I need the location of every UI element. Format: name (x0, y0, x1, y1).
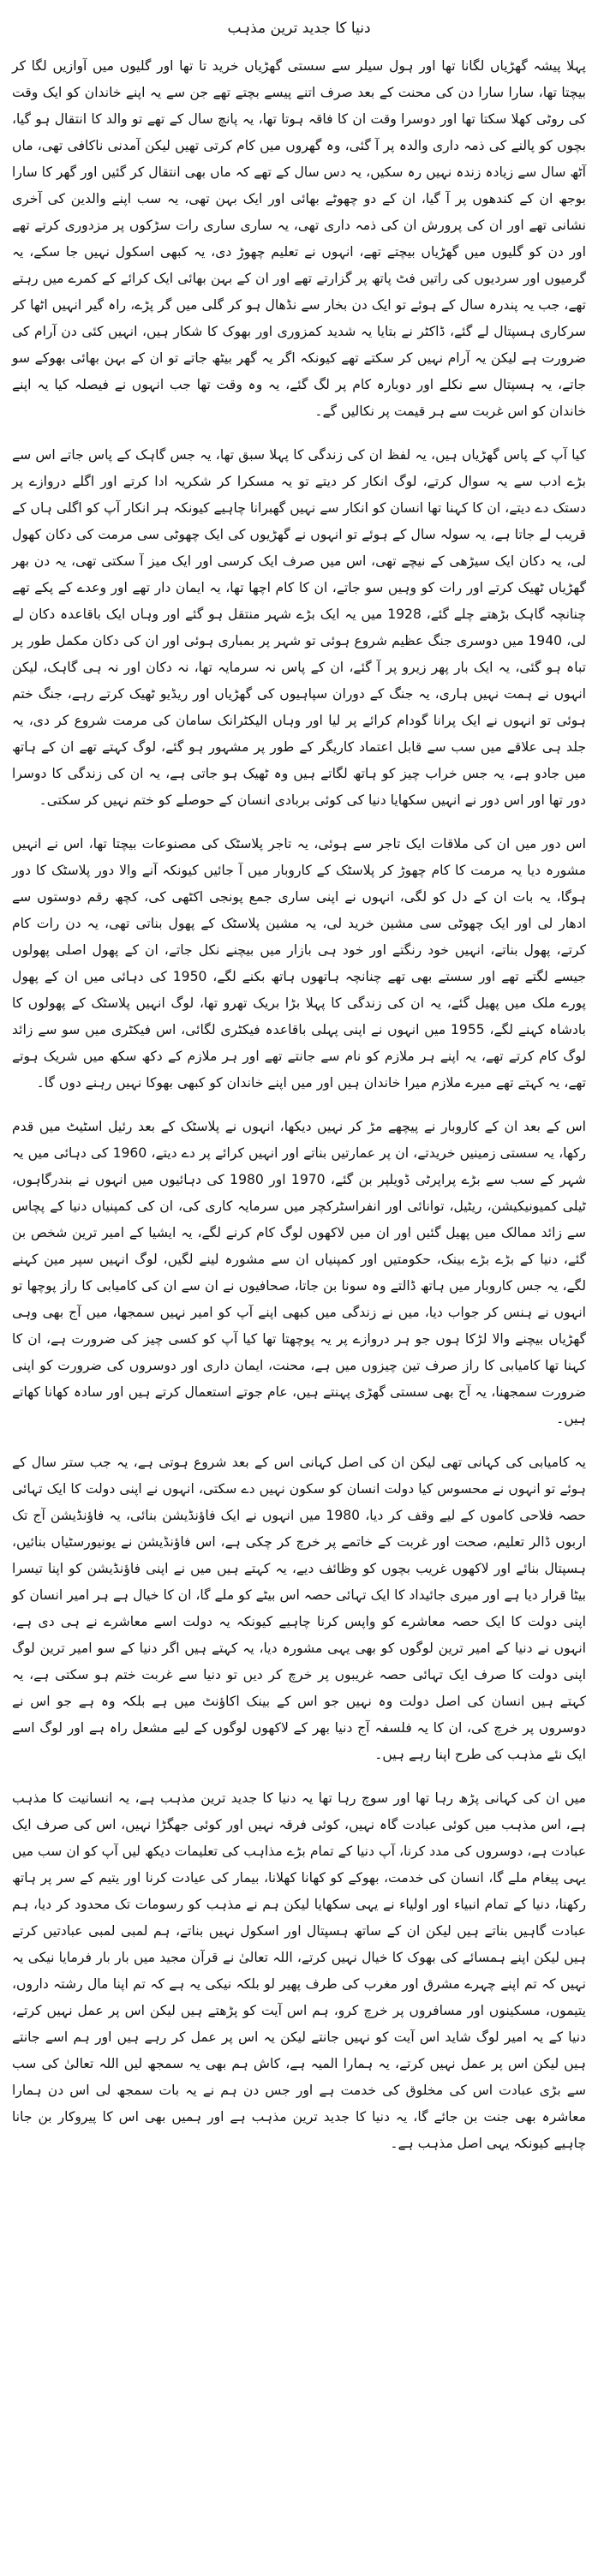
article-paragraph-6: میں ان کی کہانی پڑھ رہا تھا اور سوچ رہا تھا یہ دنیا کا جدید ترین مذہب ہے، یہ انسانیت کا مذہب ہے، اس مذہب میں کوئی عبادت گاہ نہیں، کوئی فرقہ نہیں اور کوئی جھگڑا نہیں، اس کی صرف ایک عبادت ہے، دوسروں کی مدد کرنا، آپ دنیا کے تمام بڑے مذاہب کی تعلیمات دیکھ لیں آپ کو ان سب میں یہی پیغام ملے گا، انسان کی خدمت، بھوکے کو کھانا کھلانا، بیمار کی عیادت کرنا اور یتیم کے سر پر ہاتھ رکھنا، دنیا کے تمام انبیاء اور اولیاء نے یہی سکھایا لیکن ہم نے مذہب کو رسومات تک محدود کر دیا، ہم عبادت گاہیں بناتے ہیں لیکن ان کے ساتھ ہسپتال اور اسکول نہیں بناتے، ہم لمبی لمبی عبادتیں کرتے ہیں لیکن اپنے ہمسائے کی بھوک کا خیال نہیں کرتے، اللہ تعالیٰ نے قرآن مجید میں بار بار فرمایا نیکی یہ نہیں کہ تم اپنے چہرے مشرق اور مغرب کی طرف پھیر لو بلکہ نیکی یہ ہے کہ تم اپنا مال رشتہ داروں، یتیموں، مسکینوں اور مسافروں پر خرچ کرو، ہم اس آیت کو پڑھتے ہیں لیکن اس پر عمل نہیں کرتے، دنیا کے یہ امیر لوگ شاید اس آیت کو نہیں جانتے لیکن یہ اس پر عمل کر رہے ہیں اور ہم اسے جانتے ہیں لیکن اس پر عمل نہیں کرتے، یہ ہمارا المیہ ہے، کاش ہم بھی یہ سمجھ لیں اللہ تعالیٰ کی سب سے بڑی عبادت اس کی مخلوق کی خدمت ہے اور جس دن ہم نے یہ بات سمجھ لی اس دن ہمارا معاشرہ بھی جنت بن جائے گا، یہ دنیا کا جدید ترین مذہب ہے اور ہمیں بھی اس کا پیروکار بن جانا چاہیے کیونکہ یہی اصل مذہب ہے۔ (12, 1790, 586, 2151)
article-paragraph-1: پہلا پیشہ گھڑیاں لگانا تھا اور ہول سیلر سے سستی گھڑیاں خرید تا تھا اور گلیوں میں آوازیں لگا کر بیچتا تھا، سارا سارا دن کی محنت کے بعد صرف اتنے پیسے بچتے تھے جن سے یہ اپنے خاندان کو ایک وقت کی روٹی کھلا سکتا تھا اور دوسرا وقت ان کا فاقہ ہوتا تھا، یہ پانچ سال کے تھے تو والد کا انتقال ہو گیا، بچوں کو پالنے کی ذمہ داری والدہ پر آ گئی، وہ گھروں میں کام کرتی تھیں لیکن آمدنی ناکافی تھی، ماں آٹھ سال سے زیادہ زندہ نہیں رہ سکیں، یہ دس سال کے تھے کہ ماں بھی انتقال کر گئیں اور گھر کا سارا بوجھ ان کے کندھوں پر آ گیا، ان کے دو چھوٹے بھائی اور ایک بہن تھی، یہ سب اپنے والدین کی آخری نشانی تھے اور ان کی پرورش ان کی ذمہ داری تھی، یہ ساری ساری رات سڑکوں پر مزدوری کرتے تھے اور دن کو گلیوں میں گھڑیاں بیچتے تھے، انہوں نے تعلیم چھوڑ دی، یہ کبھی اسکول نہیں جا سکے، یہ گرمیوں اور سردیوں کی راتیں فٹ پاتھ پر گزارتے تھے اور ان کے بہن بھائی ایک کرائے کے کمرے میں رہتے تھے، جب یہ پندرہ سال کے ہوئے تو ایک دن بخار سے نڈھال ہو کر گلی میں گر پڑے، راہ گیر انہیں اٹھا کر سرکاری ہسپتال لے گئے، ڈاکٹر نے بتایا یہ شدید کمزوری اور بھوک کا شکار ہیں، انہیں کئی دن آرام کی ضرورت ہے لیکن یہ آرام نہیں کر سکتے تھے کیونکہ اگر یہ گھر بیٹھ جاتے تو ان کے بہن بھائی بھوکے سو جاتے، یہ ہسپتال سے نکلے اور دوبارہ کام پر لگ گئے، یہ وہ وقت تھا جب انہوں نے فیصلہ کیا یہ اپنے خاندان کو اس غربت سے ہر قیمت پر نکالیں گے۔ (12, 58, 586, 419)
article-paragraph-5: یہ کامیابی کی کہانی تھی لیکن ان کی اصل کہانی اس کے بعد شروع ہوتی ہے، یہ جب ستر سال کے ہوئے تو انہوں نے محسوس کیا دولت انسان کو سکون نہیں دے سکتی، انہوں نے اپنی دولت کا ایک تہائی حصہ فلاحی کاموں کے لیے وقف کر دیا، 1980 میں انہوں نے ایک فاؤنڈیشن بنائی، یہ فاؤنڈیشن آج تک اربوں ڈالر تعلیم، صحت اور غربت کے خاتمے پر خرچ کر چکی ہے، اس فاؤنڈیشن نے یونیورسٹیاں بنائیں، ہسپتال بنائے اور لاکھوں غریب بچوں کو وظائف دیے، یہ کہتے ہیں میں نے اپنی فاؤنڈیشن کو اپنا تیسرا بیٹا قرار دیا ہے اور میری جائیداد کا ایک تہائی حصہ اس بیٹے کو ملے گا، ان کا خیال ہے ہر امیر انسان کو اپنی دولت کا ایک حصہ معاشرے کو واپس کرنا چاہیے کیونکہ یہ دولت اسے معاشرے نے ہی دی ہے، انہوں نے دنیا کے امیر ترین لوگوں کو بھی یہی مشورہ دیا، یہ کہتے ہیں اگر دنیا کے سو امیر ترین لوگ اپنی دولت کا صرف ایک تہائی حصہ غریبوں پر خرچ کر دیں تو دنیا سے غربت ختم ہو سکتی ہے، یہ کہتے ہیں انسان کی اصل دولت وہ نہیں جو اس کے بینک اکاؤنٹ میں ہے بلکہ وہ ہے جو اس نے دوسروں پر خرچ کی، ان کا یہ فلسفہ آج دنیا بھر کے لاکھوں لوگوں کے لیے مشعل راہ ہے اور لوگ اسے ایک نئے مذہب کی طرح اپنا رہے ہیں۔ (12, 1455, 586, 1762)
article-paragraph-2: کیا آپ کے پاس گھڑیاں ہیں، یہ لفظ ان کی زندگی کا پہلا سبق تھا، یہ جس گاہک کے پاس جاتے اس سے بڑے ادب سے یہ سوال کرتے، لوگ انکار کر دیتے تو یہ مسکرا کر شکریہ ادا کرتے اور اگلے دروازے پر دستک دے دیتے، ان کا کہنا تھا انسان کو انکار سے نہیں گھبرانا چاہیے کیونکہ ہر انکار آپ کو اگلی ہاں کے قریب لے جاتا ہے، یہ سولہ سال کے ہوئے تو انہوں نے گھڑیوں کی ایک چھوٹی سی مرمت کی دکان کھول لی، یہ دکان ایک سیڑھی کے نیچے تھی، اس میں صرف ایک کرسی اور ایک میز آ سکتی تھی، یہ دن بھر گھڑیاں ٹھیک کرتے اور رات کو وہیں سو جاتے، ان کا کام اچھا تھا، یہ ایمان دار تھے اور وعدے کے پکے تھے چنانچہ گاہک بڑھتے چلے گئے، 1928 میں یہ ایک بڑے شہر منتقل ہو گئے اور وہاں ایک باقاعدہ دکان لے لی، 1940 میں دوسری جنگ عظیم شروع ہوئی تو شہر پر بمباری ہوئی اور ان کی دکان مکمل طور پر تباہ ہو گئی، یہ ایک بار پھر زیرو پر آ گئے، ان کے پاس نہ سرمایہ تھا، نہ دکان اور نہ ہی گاہک، لیکن انہوں نے ہمت نہیں ہاری، یہ جنگ کے دوران سپاہیوں کی گھڑیاں اور ریڈیو ٹھیک کرتے رہے، جنگ ختم ہوئی تو انہوں نے ایک پرانا گودام کرائے پر لیا اور وہاں الیکٹرانک سامان کی مرمت شروع کر دی، یہ جلد ہی علاقے میں سب سے قابل اعتماد کاریگر کے طور پر مشہور ہو گئے، لوگ کہتے تھے ان کے ہاتھ میں جادو ہے، یہ جس خراب چیز کو ہاتھ لگاتے ہیں وہ ٹھیک ہو جاتی ہے، یہ ان کی زندگی کا دوسرا دور تھا اور اس دور نے انہیں سکھایا دنیا کی کوئی بربادی انسان کے حوصلے کو ختم نہیں کر سکتی۔ (12, 447, 586, 808)
article-paragraph-4: اس کے بعد ان کے کاروبار نے پیچھے مڑ کر نہیں دیکھا، انہوں نے پلاسٹک کے بعد رئیل اسٹیٹ میں قدم رکھا، یہ سستی زمینیں خریدتے، ان پر عمارتیں بناتے اور انہیں کرائے پر دے دیتے، 1960 کی دہائی میں یہ شہر کے سب سے بڑے پراپرٹی ڈویلپر بن گئے، 1970 اور 1980 کی دہائیوں میں انہوں نے بندرگاہوں، ٹیلی کمیونیکیشن، ریٹیل، توانائی اور انفراسٹرکچر میں سرمایہ کاری کی، ان کی کمپنیاں دنیا کے پچاس سے زائد ممالک میں پھیل گئیں اور ان میں لاکھوں لوگ کام کرنے لگے، یہ ایشیا کے امیر ترین شخص بن گئے، دنیا کے بڑے بڑے بینک، حکومتیں اور کمپنیاں ان سے مشورہ لینے لگیں، لوگ انہیں سپر مین کہنے لگے، یہ جس کاروبار میں ہاتھ ڈالتے وہ سونا بن جاتا، صحافیوں نے ان سے ان کی کامیابی کا راز پوچھا تو انہوں نے ہنس کر جواب دیا، میں نے زندگی میں کبھی اپنے آپ کو امیر نہیں سمجھا، میں آج بھی وہی گھڑیاں بیچنے والا لڑکا ہوں جو ہر دروازے پر یہ پوچھتا تھا کیا آپ کو کسی چیز کی ضرورت ہے، ان کا کہنا تھا کامیابی کا راز صرف تین چیزوں میں ہے، محنت، ایمان داری اور دوسروں کی ضرورت کو اپنی ضرورت سمجھنا، یہ آج بھی سستی گھڑی پہنتے ہیں، عام جوتے استعمال کرتے ہیں اور سادہ کھانا کھاتے ہیں۔ (12, 1119, 586, 1426)
article-paragraph-3: اس دور میں ان کی ملاقات ایک تاجر سے ہوئی، یہ تاجر پلاسٹک کی مصنوعات بیچتا تھا، اس نے انہیں مشورہ دیا یہ مرمت کا کام چھوڑ کر پلاسٹک کے کاروبار میں آ جائیں کیونکہ آنے والا دور پلاسٹک کا دور ہوگا، یہ بات ان کے دل کو لگی، انہوں نے اپنی ساری جمع پونجی اکٹھی کی، کچھ رقم دوستوں سے ادھار لی اور ایک چھوٹی سی مشین خرید لی، یہ مشین پلاسٹک کے پھول بناتی تھی، یہ دن رات کام کرتے، پھول بناتے، انہیں خود رنگتے اور خود ہی بازار میں بیچنے نکل جاتے، ان کے پھول اصلی پھولوں جیسے لگتے تھے اور سستے بھی تھے چنانچہ ہاتھوں ہاتھ بکنے لگے، 1950 کی دہائی میں ان کے پھول پورے ملک میں پھیل گئے، یہ ان کی زندگی کا پہلا بڑا بریک تھرو تھا، لوگ انہیں پلاسٹک کے پھولوں کا بادشاہ کہنے لگے، 1955 میں انہوں نے اپنی پہلی باقاعدہ فیکٹری لگائی، اس فیکٹری میں سو سے زائد لوگ کام کرتے تھے، یہ اپنے ہر ملازم کو نام سے جانتے تھے اور ہر ملازم کے دکھ سکھ میں شریک ہوتے تھے، یہ کہتے تھے میرے ملازم میرا خاندان ہیں اور میں اپنے خاندان کو کبھی بھوکا نہیں رہنے دوں گا۔ (12, 836, 587, 1091)
article-title: دنیا کا جدید ترین مذہب (227, 20, 371, 37)
